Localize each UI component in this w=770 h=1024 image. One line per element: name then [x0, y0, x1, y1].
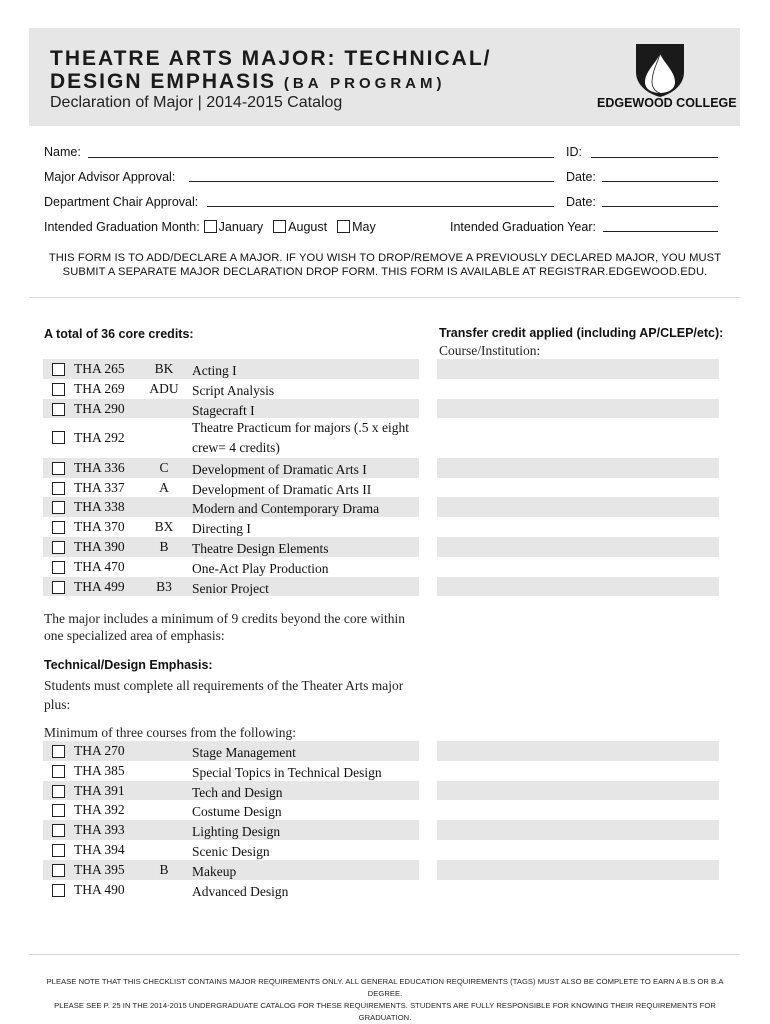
emphasis-heading: Technical/Design Emphasis: — [44, 658, 213, 672]
course-checkbox[interactable] — [52, 521, 65, 534]
course-row: THA 338 Modern and Contemporary Drama — [43, 497, 419, 517]
name-input-line[interactable] — [88, 157, 554, 158]
shield-icon — [633, 42, 687, 98]
january-checkbox[interactable] — [204, 220, 217, 233]
august-label: August — [288, 220, 328, 234]
graduation-year-label: Intended Graduation Year: — [450, 220, 596, 234]
course-row: THA 336 C Development of Dramatic Arts I — [43, 458, 419, 478]
emphasis-description: Students must complete all requirements of the Theater Arts major plus: — [44, 678, 404, 712]
transfer-entry-row[interactable] — [437, 557, 719, 577]
date-label-1: Date: — [566, 170, 596, 184]
graduation-year-line[interactable] — [603, 231, 718, 232]
course-row: THA 265 BK Acting I — [43, 359, 419, 379]
course-row: THA 393 Lighting Design — [43, 820, 419, 840]
course-checkbox[interactable] — [52, 864, 65, 877]
course-row: THA 385 Special Topics in Technical Design — [43, 761, 419, 781]
course-row: THA 394 Scenic Design — [43, 840, 419, 860]
transfer-entry-row[interactable] — [437, 880, 719, 900]
core-course-list — [43, 359, 419, 596]
transfer-credit-column — [437, 359, 719, 596]
emphasis-note: The major includes a minimum of 9 credits beyond the core within one specialized area of emphasis: — [44, 611, 406, 643]
course-checkbox[interactable] — [52, 785, 65, 798]
course-checkbox[interactable] — [52, 431, 65, 444]
course-row: THA 470 One-Act Play Production — [43, 557, 419, 577]
transfer-entry-row[interactable] — [437, 820, 719, 840]
course-row: THA 270 Stage Management — [43, 741, 419, 761]
transfer-entry-row[interactable] — [437, 517, 719, 537]
date-label-2: Date: — [566, 195, 596, 209]
course-checkbox[interactable] — [52, 561, 65, 574]
core-credits-heading: A total of 36 core credits: — [44, 327, 194, 341]
transfer-entry-row[interactable] — [437, 458, 719, 478]
january-label: January — [218, 220, 264, 234]
course-row: THA 391 Tech and Design — [43, 781, 419, 801]
form-title-line2: DESIGN EMPHASIS (BA PROGRAM) — [50, 70, 446, 93]
transfer-entry-row[interactable] — [437, 497, 719, 517]
course-checkbox[interactable] — [52, 844, 65, 857]
id-input-line[interactable] — [591, 157, 718, 158]
transfer-entry-row[interactable] — [437, 840, 719, 860]
course-checkbox[interactable] — [52, 541, 65, 554]
footer-note: PLEASE NOTE THAT THIS CHECKLIST CONTAINS MAJOR REQUIREMENTS ONLY. ALL GENERAL EDUCATION REQUIREMENTS (TAGS) MUST ALSO BE COMPLETE TO EARN A B.S OR B.A DEGREE. PLEASE SEE P. 25 IN THE 2014-2015 UNDERGRADUATE CATALOG FOR THESE REQUIREMENTS. STUDENTS ARE FULLY RESPONSIBLE FOR KNOWING THEIR REQUIREMENTS FOR GRADUATION. — [46, 977, 724, 1022]
advisor-date-line[interactable] — [602, 181, 718, 182]
transfer-entry-row[interactable] — [437, 860, 719, 880]
course-row: THA 499 B3 Senior Project — [43, 577, 419, 597]
course-row: THA 392 Costume Design — [43, 800, 419, 820]
course-checkbox[interactable] — [52, 824, 65, 837]
emphasis-transfer-column — [437, 741, 719, 939]
course-checkbox[interactable] — [52, 462, 65, 475]
name-label: Name: — [44, 145, 81, 159]
course-checkbox[interactable] — [52, 804, 65, 817]
course-checkbox[interactable] — [52, 745, 65, 758]
course-institution-label: Course/Institution: — [439, 343, 541, 358]
course-row: THA 390 B Theatre Design Elements — [43, 537, 419, 557]
transfer-entry-row[interactable] — [437, 418, 719, 458]
transfer-entry-row[interactable] — [437, 781, 719, 801]
transfer-entry-row[interactable] — [437, 478, 719, 498]
course-checkbox[interactable] — [52, 482, 65, 495]
advisor-approval-line[interactable] — [189, 181, 554, 182]
course-checkbox[interactable] — [52, 383, 65, 396]
chair-approval-line[interactable] — [207, 206, 554, 207]
graduation-month-label: Intended Graduation Month: — [44, 220, 200, 234]
program-label: (BA PROGRAM) — [283, 75, 446, 92]
course-checkbox[interactable] — [52, 501, 65, 514]
course-checkbox[interactable] — [52, 581, 65, 594]
transfer-entry-row[interactable] — [437, 537, 719, 557]
may-checkbox[interactable] — [337, 220, 350, 233]
minimum-courses-text: Minimum of three courses from the following: — [44, 725, 296, 740]
course-row: THA 269 ADU Script Analysis — [43, 379, 419, 399]
college-name: EDGEWOOD COLLEGE — [597, 96, 737, 110]
transfer-entry-row[interactable] — [437, 800, 719, 820]
course-checkbox[interactable] — [52, 765, 65, 778]
course-checkbox[interactable] — [52, 884, 65, 897]
add-declare-notice: THIS FORM IS TO ADD/DECLARE A MAJOR. IF YOU WISH TO DROP/REMOVE A PREVIOUSLY DECLARED MAJOR, YOU MUST SUBMIT A SEPARATE MAJOR DECLARATION DROP FORM. THIS FORM IS AVAILABLE AT REGISTRAR.EDGEWOOD.EDU. — [48, 252, 722, 278]
chair-date-line[interactable] — [602, 206, 718, 207]
form-subtitle: Declaration of Major | 2014-2015 Catalog — [50, 94, 343, 111]
august-checkbox[interactable] — [273, 220, 286, 233]
course-row: THA 490 Advanced Design — [43, 880, 419, 900]
advisor-approval-label: Major Advisor Approval: — [44, 170, 176, 184]
transfer-credit-heading: Transfer credit applied (including AP/CLEP/etc): — [439, 326, 724, 340]
header-banner — [29, 28, 740, 126]
transfer-entry-row[interactable] — [437, 577, 719, 597]
chair-approval-label: Department Chair Approval: — [44, 195, 199, 209]
course-checkbox[interactable] — [52, 363, 65, 376]
footer-divider — [29, 954, 740, 955]
transfer-entry-row[interactable] — [437, 899, 719, 919]
id-label: ID: — [566, 145, 582, 159]
section-divider — [29, 297, 740, 298]
transfer-entry-row[interactable] — [437, 399, 719, 419]
course-row: THA 337 A Development of Dramatic Arts II — [43, 478, 419, 498]
transfer-entry-row[interactable] — [437, 359, 719, 379]
course-row: THA 395 B Makeup — [43, 860, 419, 880]
course-row: THA 290 Stagecraft I — [43, 399, 419, 419]
course-row: THA 370 BX Directing I — [43, 517, 419, 537]
transfer-entry-row[interactable] — [437, 919, 719, 939]
transfer-entry-row[interactable] — [437, 761, 719, 781]
transfer-entry-row[interactable] — [437, 379, 719, 399]
may-label: May — [352, 220, 376, 234]
form-title-line1: THEATRE ARTS MAJOR: TECHNICAL/ — [50, 47, 492, 70]
transfer-entry-row[interactable] — [437, 741, 719, 761]
course-checkbox[interactable] — [52, 403, 65, 416]
emphasis-course-list — [43, 741, 419, 899]
graduation-month-row — [44, 220, 376, 234]
course-row: THA 292 Theatre Practicum for majors (.5 x eight crew= 4 credits) — [43, 418, 419, 458]
